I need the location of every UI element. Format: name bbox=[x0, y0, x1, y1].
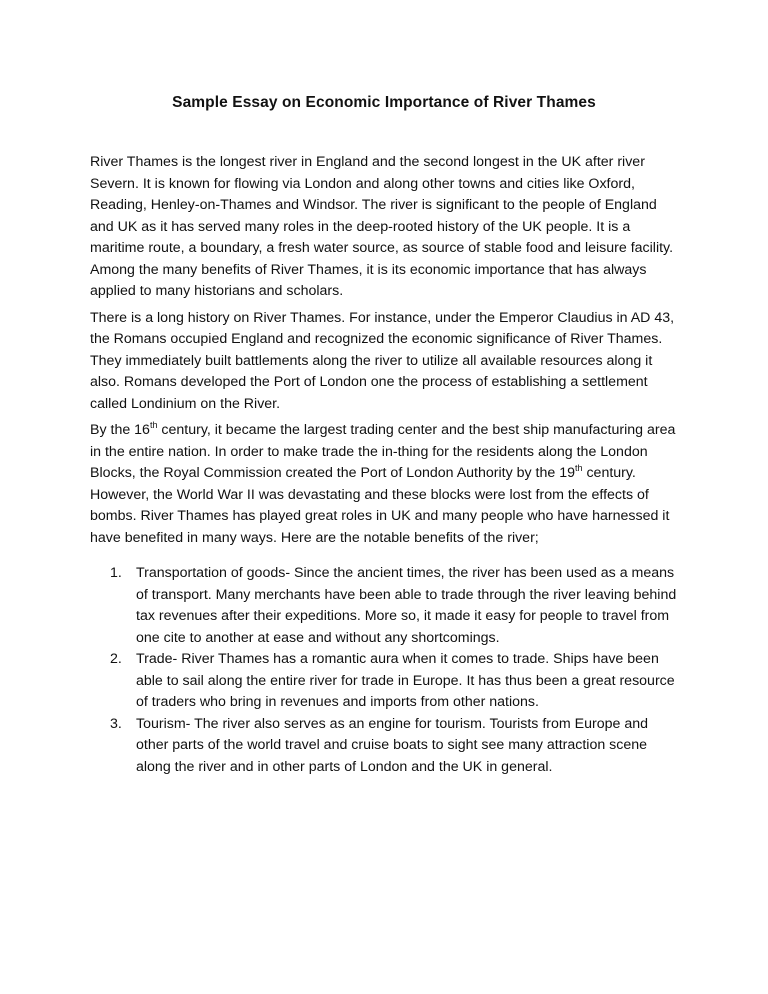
list-item bbox=[90, 714, 680, 779]
paragraph-text-segment: By the 16 bbox=[90, 422, 150, 438]
list-item bbox=[90, 563, 680, 649]
paragraph-trading-center bbox=[90, 420, 680, 549]
benefits-list bbox=[90, 563, 680, 778]
paragraph-history: There is a long history on River Thames. For instance, under the Emperor Claudius in AD 43, the Romans occupied England and recognized the economic significance of River Thames. They immediately built battlements along the river to utilize all available resources along it also. Romans developed the Port of London one the process of establishing a settlement called Londinium on the River. bbox=[90, 309, 675, 412]
document-body bbox=[90, 152, 680, 778]
list-item-text: Trade- River Thames has a romantic aura when it comes to trade. Ships have been able to sail along the entire river for trade in Europe. It has thus been a great resource of traders who bring in revenues and imports from other nations. bbox=[136, 651, 675, 710]
document-title: Sample Essay on Economic Importance of River Thames bbox=[172, 94, 596, 111]
paragraph-introduction: River Thames is the longest river in England and the second longest in the UK after river Severn. It is known for flowing via London and along other towns and cities like Oxford, Reading, Henley-on-Thames and Windsor. The river is significant to the people of England and UK as it has served many roles in the deep-rooted history of the UK people. It is a maritime route, a boundary, a fresh water source, as source of stable food and leisure facility. Among the many benefits of River Thames, it is its economic importance that has always applied to many historians and scholars. bbox=[90, 154, 674, 299]
superscript-ordinal: th bbox=[149, 420, 158, 430]
list-item-text: Transportation of goods- Since the ancient times, the river has been used as a means of transport. Many merchants have been able to trade through the river leaving behind tax revenues after their expeditions. More so, it made it easy for people to travel from one cite to another at ease and without any shortcomings. bbox=[136, 565, 677, 646]
paragraph-text-segment: century, it became the largest trading center and the best ship manufacturing area in the entire nation. In order to make trade the in-thing for the residents along the London Blocks, the Royal Commission created the Port of London Authority by the 19 bbox=[90, 422, 676, 481]
list-item bbox=[90, 649, 680, 714]
superscript-ordinal: th bbox=[575, 463, 583, 473]
paragraph-text-segment: century. However, the World War II was devastating and these blocks were lost from the effects of bombs. River Thames has played great roles in UK and many people who have harnessed it have benefited in many ways. Here are the notable benefits of the river; bbox=[90, 465, 670, 546]
list-item-number: 1. bbox=[110, 565, 122, 581]
list-item-number: 3. bbox=[110, 715, 122, 732]
list-item-number: 2. bbox=[110, 651, 122, 667]
list-item-text: Tourism- The river also serves as an engine for tourism. Tourists from Europe and other parts of the world travel and cruise boats to sight see many attraction scene along the river and in other parts of London and the UK in general. bbox=[136, 715, 649, 775]
